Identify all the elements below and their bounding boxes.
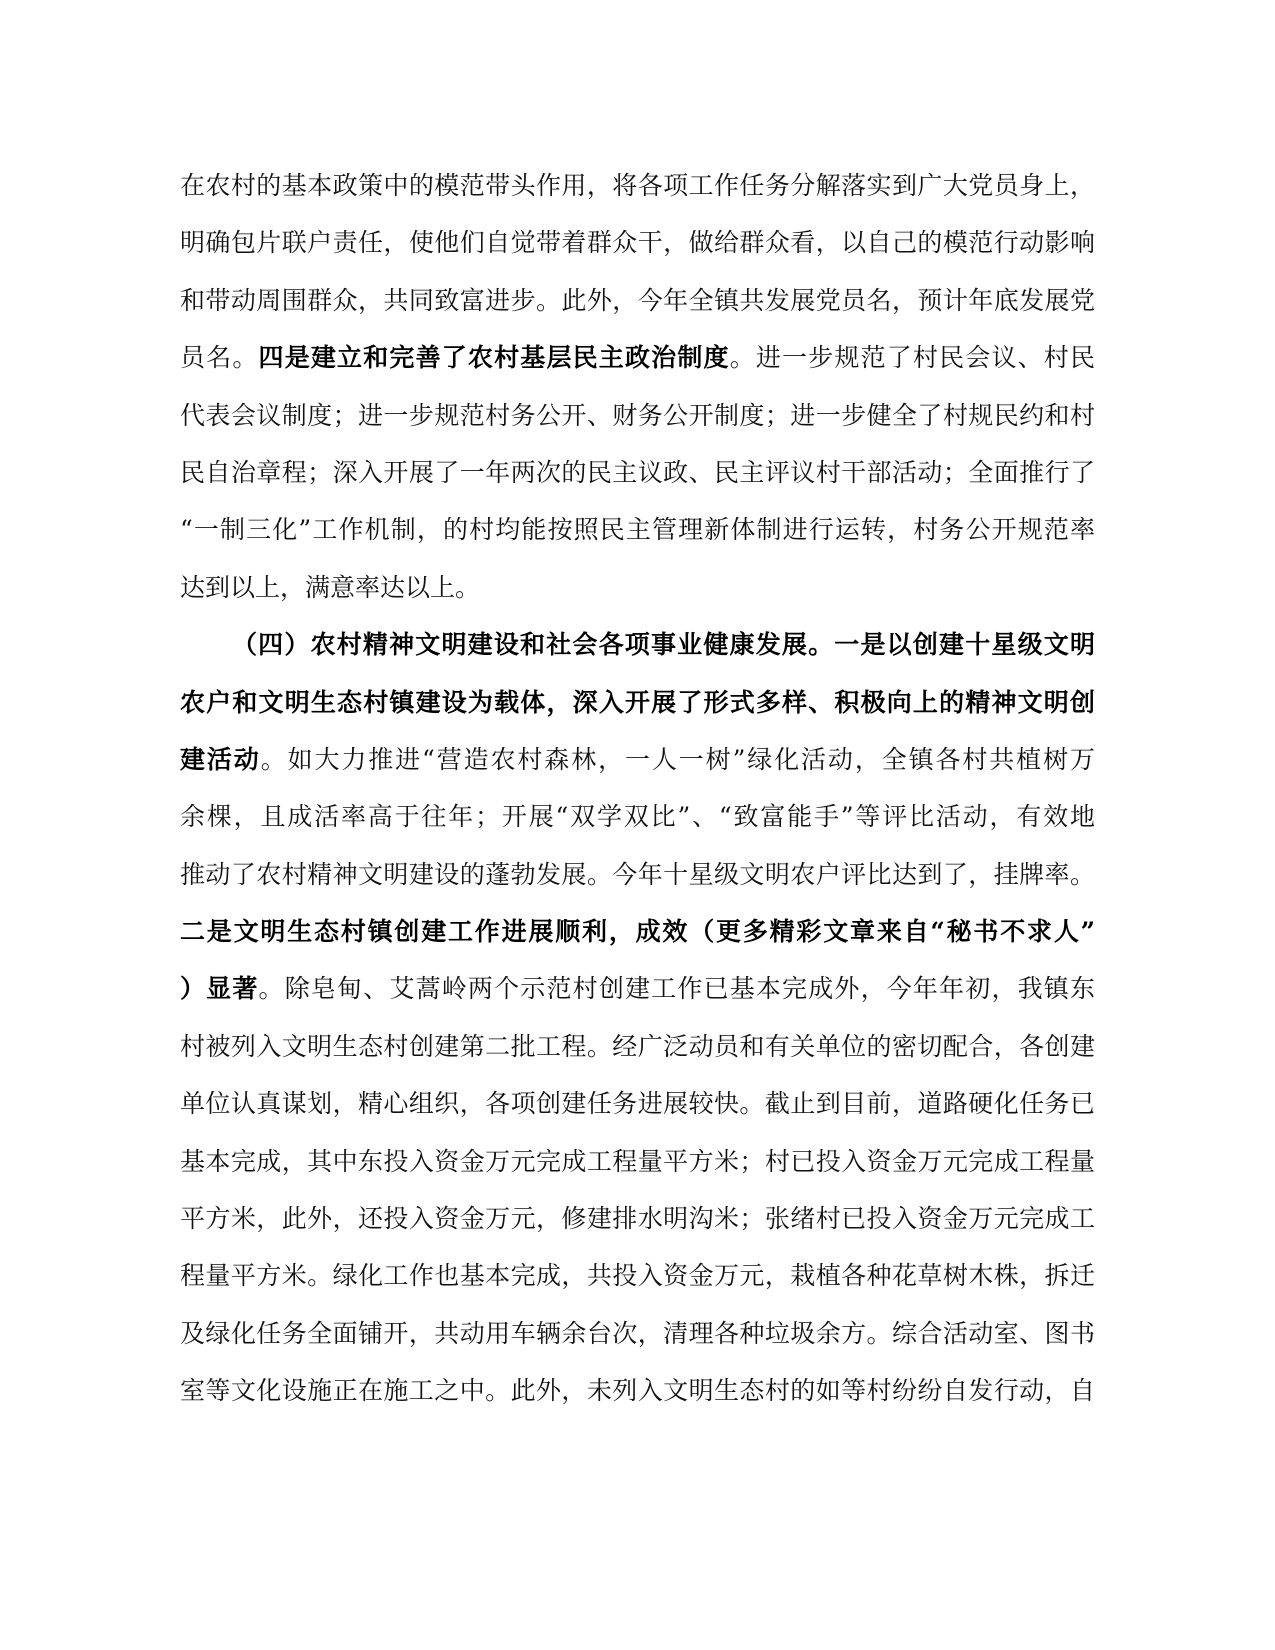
text-run: 村被列入文明生态村创建第二批工程。经广泛动员和有关单位的密切配合，各创建	[180, 1031, 1095, 1061]
document-body	[180, 166, 1095, 1429]
text-run: 平方米，此外，还投入资金万元，修建排水明沟米；张绪村已投入资金万元完成工	[180, 1204, 1095, 1234]
text-line	[180, 338, 1095, 395]
text-run: “一制三化”工作机制，的村均能按照民主管理新体制进行运转，村务公开规范率	[180, 515, 1095, 545]
text-run: 在农村的基本政策中的模范带头作用，将各项工作任务分解落实到广大党员身上，	[180, 171, 1095, 200]
text-line	[180, 683, 1095, 740]
text-run: 明确包片联户责任，使他们自觉带着群众干，做给群众看，以自己的模范行动影响	[180, 228, 1095, 258]
text-line	[180, 625, 1095, 682]
text-run: 达到以上，满意率达以上。	[180, 572, 481, 602]
text-line	[180, 1371, 1095, 1428]
text-line	[180, 1142, 1095, 1199]
text-run: 。除皂甸、艾蒿岭两个示范村创建工作已基本完成外，今年年初，我镇东	[258, 974, 1095, 1004]
bold-text-run: 农户和文明生态村镇建设为载体，深入开展了形式多样、积极向上的精神文明创	[180, 687, 1095, 717]
text-run: 。如大力推进“营造农村森林，一人一树”绿化活动，全镇各村共植树万	[260, 744, 1095, 774]
text-line	[180, 510, 1095, 567]
text-line	[180, 568, 1095, 625]
bold-text-run: 四是建立和完善了农村基层民主政治制度	[258, 343, 730, 373]
text-line	[180, 740, 1095, 797]
text-line	[180, 223, 1095, 280]
text-line	[180, 453, 1095, 510]
text-line	[180, 797, 1095, 854]
text-line	[180, 1084, 1095, 1141]
text-run: 代表会议制度；进一步规范村务公开、财务公开制度；进一步健全了村规民约和村	[180, 400, 1095, 430]
text-run: 和带动周围群众，共同致富进步。此外，今年全镇共发展党员名，预计年底发展党	[180, 285, 1095, 315]
text-run: 单位认真谋划，精心组织，各项创建任务进展较快。截止到目前，道路硬化任务已	[180, 1089, 1095, 1119]
text-run: 民自治章程；深入开展了一年两次的民主议政、民主评议村干部活动；全面推行了	[180, 457, 1095, 487]
text-line	[180, 912, 1095, 969]
text-line	[180, 1027, 1095, 1084]
text-run: 推动了农村精神文明建设的蓬勃发展。今年十星级文明农户评比达到了，挂牌率。	[180, 859, 1095, 889]
bold-text-run: 建活动	[180, 744, 261, 774]
bold-text-run: ）显著	[180, 974, 259, 1004]
text-run: 及绿化任务全面铺开，共动用车辆余台次，清理各种垃圾余方。综合活动室、图书	[180, 1318, 1095, 1348]
text-run: 程量平方米。绿化工作也基本完成，共投入资金万元，栽植各种花草树木株，拆迁	[180, 1261, 1095, 1291]
text-run: 员名。	[180, 343, 259, 373]
text-run: 。进一步规范了村民会议、村民	[729, 343, 1095, 373]
text-run: 余棵，且成活率高于往年；开展“双学双比”、“致富能手”等评比活动，有效地	[180, 802, 1095, 832]
text-line	[180, 396, 1095, 453]
text-line	[180, 166, 1095, 223]
text-run: 基本完成，其中东投入资金万元完成工程量平方米；村已投入资金万元完成工程量	[180, 1146, 1095, 1176]
text-line	[180, 1199, 1095, 1256]
bold-text-run: 二是文明生态村镇创建工作进展顺利，成效（更多精彩文章来自“秘书不求人”	[180, 917, 1095, 947]
text-line	[180, 1256, 1095, 1313]
text-line	[180, 855, 1095, 912]
bold-text-run: （四）农村精神文明建设和社会各项事业健康发展。一是以创建十星级文明	[232, 630, 1095, 660]
text-run: 室等文化设施正在施工之中。此外，未列入文明生态村的如等村纷纷自发行动，自	[180, 1376, 1095, 1406]
text-line	[180, 969, 1095, 1026]
text-line	[180, 281, 1095, 338]
text-line	[180, 1314, 1095, 1371]
